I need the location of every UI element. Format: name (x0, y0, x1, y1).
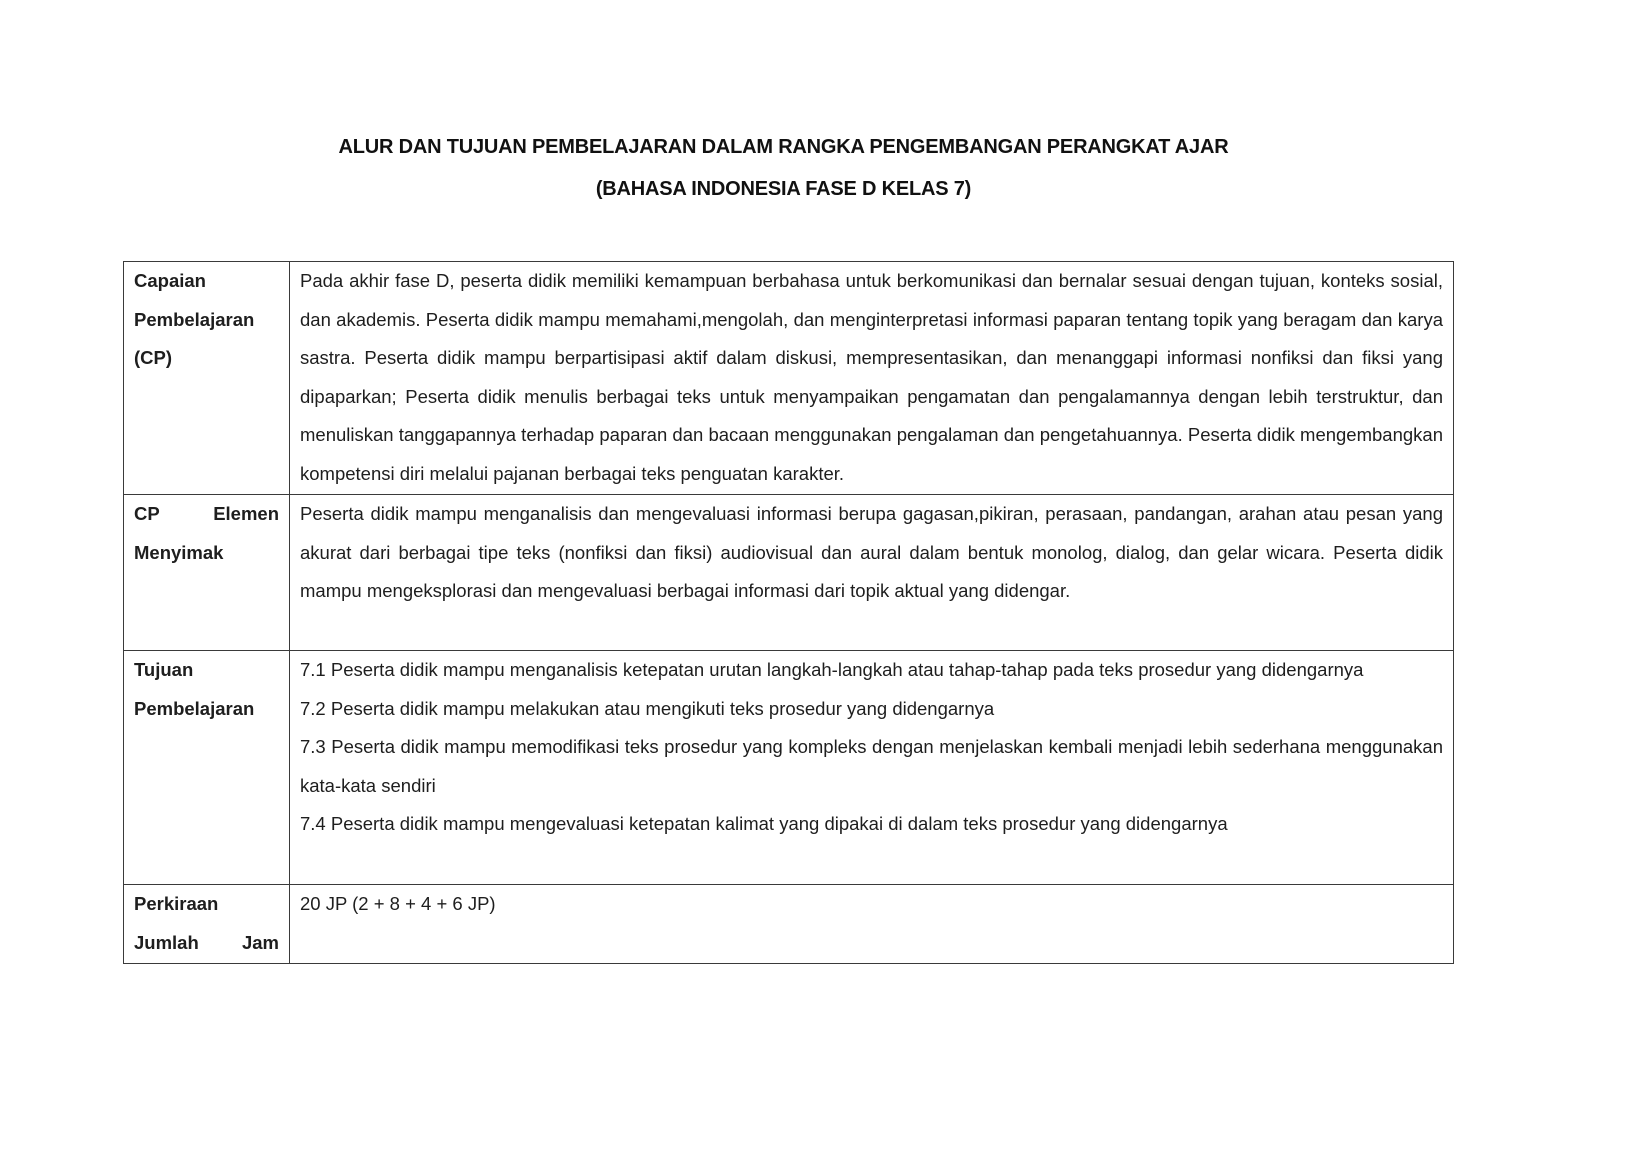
table-row-cp-elemen-menyimak (124, 495, 1454, 651)
row-label (124, 885, 290, 964)
row-label-line: CP Elemen (134, 503, 279, 524)
table-row-tujuan-pembelajaran (124, 651, 1454, 885)
menyimak-description: Peserta didik mampu menganalisis dan mengevaluasi informasi berupa gagasan,pikiran, perasaan, pandangan, arahan atau pesan yang akurat dari berbagai tipe teks (nonfiksi dan fiksi) audiovisual dan aural dalam bentuk monolog, dialog, dan gelar wicara. Peserta didik mampu mengeksplorasi dan mengevaluasi berbagai informasi dari topik aktual yang didengar. (300, 503, 1443, 601)
table-row-perkiraan-jumlah-jam (124, 885, 1454, 964)
row-content (290, 495, 1454, 651)
document-title: ALUR DAN TUJUAN PEMBELAJARAN DALAM RANGKA PENGEMBANGAN PERANGKAT AJAR (338, 136, 1229, 158)
learning-objectives-table (123, 261, 1454, 964)
cp-description: Pada akhir fase D, peserta didik memiliki kemampuan berbahasa untuk berkomunikasi dan bernalar sesuai dengan tujuan, konteks sosial, dan akademis. Peserta didik mampu memahami,mengolah, dan menginterpretasi informasi paparan tentang topik yang beragam dan karya sastra. Peserta didik mampu berpartisipasi aktif dalam diskusi, mempresentasikan, dan menanggapi informasi nonfiksi dan fiksi yang dipaparkan; Peserta didik menulis berbagai teks untuk menyampaikan pengamatan dan pengalamannya dengan lebih terstruktur, dan menuliskan tanggapannya terhadap paparan dan bacaan menggunakan pengalaman dan pengetahuannya. Peserta didik mengembangkan kompetensi diri melalui pajanan berbagai teks penguatan karakter. (300, 270, 1443, 484)
row-label (124, 495, 290, 651)
objective-item: 7.2 Peserta didik mampu melakukan atau mengikuti teks prosedur yang didengarnya (300, 697, 995, 719)
row-label-line: Perkiraan (134, 893, 219, 914)
row-label-line: Capaian (134, 270, 206, 291)
row-label-line: Pembelajaran (134, 308, 255, 330)
objective-item: 7.1 Peserta didik mampu menganalisis ketepatan urutan langkah-langkah atau tahap-tahap pada teks prosedur yang didengarnya (300, 659, 1364, 680)
row-label-line: Pembelajaran (134, 697, 255, 719)
row-label (124, 262, 290, 495)
row-label-line: Tujuan (134, 659, 194, 680)
document-subtitle: (BAHASA INDONESIA FASE D KELAS 7) (595, 178, 972, 200)
objective-item: 7.3 Peserta didik mampu memodifikasi teks prosedur yang kompleks dengan menjelaskan kembali menjadi lebih sederhana menggunakan kata-kata sendiri (300, 736, 1443, 796)
hours-estimate: 20 JP (2 + 8 + 4 + 6 JP) (300, 893, 496, 914)
row-label-line: Menyimak (134, 541, 224, 563)
row-label (124, 651, 290, 885)
objective-item: 7.4 Peserta didik mampu mengevaluasi ketepatan kalimat yang dipakai di dalam teks prosedur yang didengarnya (300, 813, 1228, 834)
row-content (290, 885, 1454, 964)
row-label-line: Jumlah Jam (134, 931, 279, 953)
row-label-line: (CP) (134, 347, 173, 368)
row-content (290, 651, 1454, 885)
document-header (0, 133, 1567, 203)
row-content (290, 262, 1454, 495)
table-row-capaian-pembelajaran (124, 262, 1454, 495)
